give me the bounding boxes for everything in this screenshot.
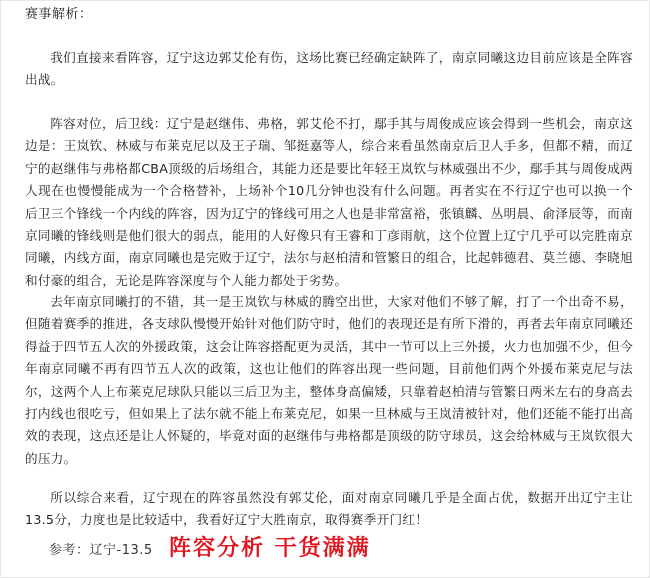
paragraph-lineup-matchup: 阵容对位，后卫线：辽宁是赵继伟、弗格，郭艾伦不打，鄢手其与周俊成应该会得到一些机会，南京这边是：王岚钦、林威与布莱克尼以及王子瑞、邹挺嘉等人，综合来看虽然南京后卫人手多，但都不精，而辽宁的赵继伟与弗格都CBA顶级的后场组合，其能力还是要比年轻王岚钦与林威强出不少，鄢手其与周俊成两人现在也慢慢能成为一个合格替补，上场补个10几分钟也没有什么问题。再者实在不行辽宁也可以换一个后卫三个锋线一个内线的阵容，因为辽宁的锋线可用之人也是非常富裕，张镇麟、丛明晨、俞泽辰等，而南京同曦的锋线则是他们很大的弱点，能用的人好像只有王睿和丁彦雨航，这个位置上辽宁几乎可以完胜南京同曦，内线方面，南京同曦也是完败于辽宁，法尔与赵柏清和管繁日的组合，比起韩德君、莫兰德、李晓旭和付豪的组合，无论是阵容深度与个人能力都处于劣势。 bbox=[25, 116, 633, 288]
slogan-banner: 阵容分析 干货满满 bbox=[169, 536, 371, 561]
section-heading: 赛事解析： bbox=[25, 7, 93, 22]
paragraph-conclusion: 所以综合来看，辽宁现在的阵容虽然没有郭艾伦，面对南京同曦几乎是全面占优，数据开出辽宁主让13.5分，力度也是比较适中，我看好辽宁大胜南京，取得赛季开门红！ bbox=[25, 490, 633, 528]
reference-pick: 参考：辽宁-13.5 bbox=[49, 543, 153, 558]
paragraph-last-season: 去年南京同曦打的不错，其一是王岚钦与林威的腾空出世，大家对他们不够了解，打了一个出奇不易，但随着赛季的推进，各支球队慢慢开始针对他们防守时，他们的表现还是有所下滑的，再者去年南京同曦还得益于四节五人次的外援政策，这会让阵容搭配更为灵活，其中一节可以上三外援，火力也加强不少，但今年南京同曦不再有四节五人次的政策，这也让他们的阵容出现一些问题，目前他们两个外援布莱克尼与法尔，这两个人上布莱克尼球队只能以三后卫为主，整体身高偏矮，只靠着赵柏清与管繁日两米左右的身高去打内线也很吃亏，但如果上了法尔就不能上布莱克尼，如果一旦林威与王岚清被针对，他们还能不能打出高效的表现，这点还是让人怀疑的，毕竟对面的赵继伟与弗格都是顶级的防守球员，这会给林威与王岚钦很大的压力。 bbox=[25, 294, 633, 466]
paragraph-intro: 我们直接来看阵容，辽宁这边郭艾伦有伤，这场比赛已经确定缺阵了，南京同曦这边目前应该是全阵容出战。 bbox=[25, 50, 633, 88]
